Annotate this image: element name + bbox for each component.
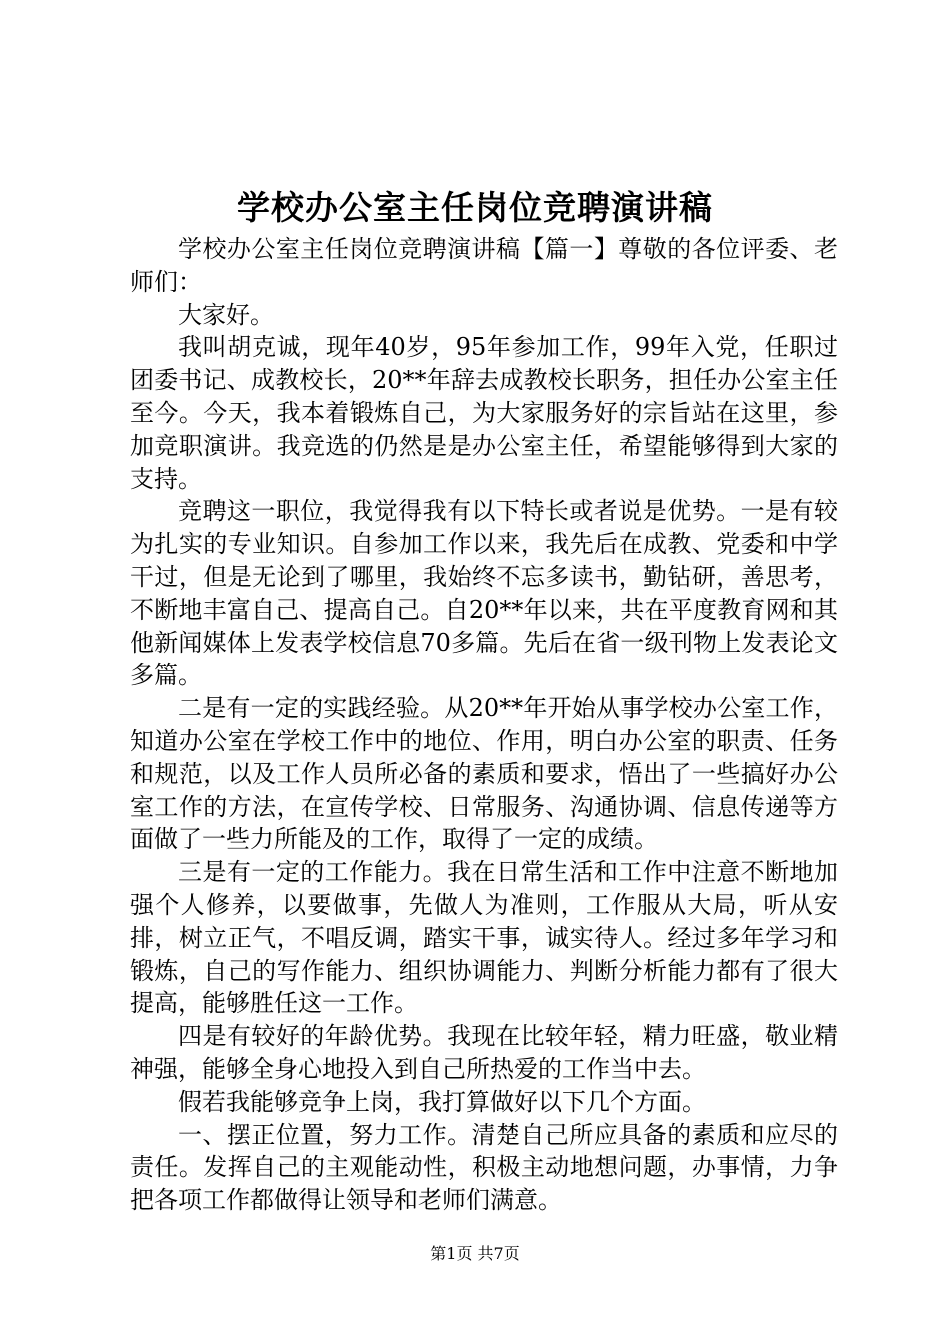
paragraph-plan-one: 一、摆正位置，努力工作。清楚自己所应具备的素质和应尽的责任。发挥自己的主观能动性，积极主动地想问题，办事情，力争把各项工作都做得让领导和老师们满意。 <box>130 1120 838 1215</box>
paragraph-introduction: 我叫胡克诚，现年40岁，95年参加工作，99年入党，任职过团委书记、成教校长，20**年辞去成教校长职务，担任办公室主任至今。今天，我本着锻炼自己，为大家服务好的宗旨站在这里，参加竞职演讲。我竞选的仍然是是办公室主任，希望能够得到大家的支持。 <box>130 333 838 493</box>
page-number-footer: 第1页 共7页 <box>430 1244 520 1263</box>
paragraph-advantage-three: 三是有一定的工作能力。我在日常生活和工作中注意不断地加强个人修养，以要做事，先做人为准则，工作服从大局，听从安排，树立正气，不唱反调，踏实干事，诚实待人。经过多年学习和锻炼，自己的写作能力、组织协调能力、判断分析能力都有了很大提高，能够胜任这一工作。 <box>130 858 838 1018</box>
document-title: 学校办公室主任岗位竞聘演讲稿 <box>237 188 713 227</box>
paragraph-advantage-one: 竞聘这一职位，我觉得我有以下特长或者说是优势。一是有较为扎实的专业知识。自参加工作以来，我先后在成教、党委和中学干过，但是无论到了哪里，我始终不忘多读书，勤钻研，善思考，不断地丰富自己、提高自己。自20**年以来，共在平度教育网和其他新闻媒体上发表学校信息70多篇。先后在省一级刊物上发表论文多篇。 <box>130 497 838 690</box>
document-body <box>130 233 838 1217</box>
paragraph-greeting: 大家好。 <box>178 300 274 329</box>
paragraph-advantage-four: 四是有较好的年龄优势。我现在比较年轻，精力旺盛，敬业精神强，能够全身心地投入到自己所热爱的工作当中去。 <box>130 1022 838 1083</box>
paragraph-advantage-two: 二是有一定的实践经验。从20**年开始从事学校办公室工作，知道办公室在学校工作中的地位、作用，明白办公室的职责、任务和规范，以及工作人员所必备的素质和要求，悟出了一些搞好办公室工作的方法，在宣传学校、日常服务、沟通协调、信息传递等方面做了一些力所能及的工作，取得了一定的成绩。 <box>130 694 838 854</box>
paragraph-plan-intro: 假若我能够竞争上岗，我打算做好以下几个方面。 <box>178 1087 706 1116</box>
paragraph-salutation: 学校办公室主任岗位竞聘演讲稿【篇一】尊敬的各位评委、老师们： <box>130 235 838 296</box>
